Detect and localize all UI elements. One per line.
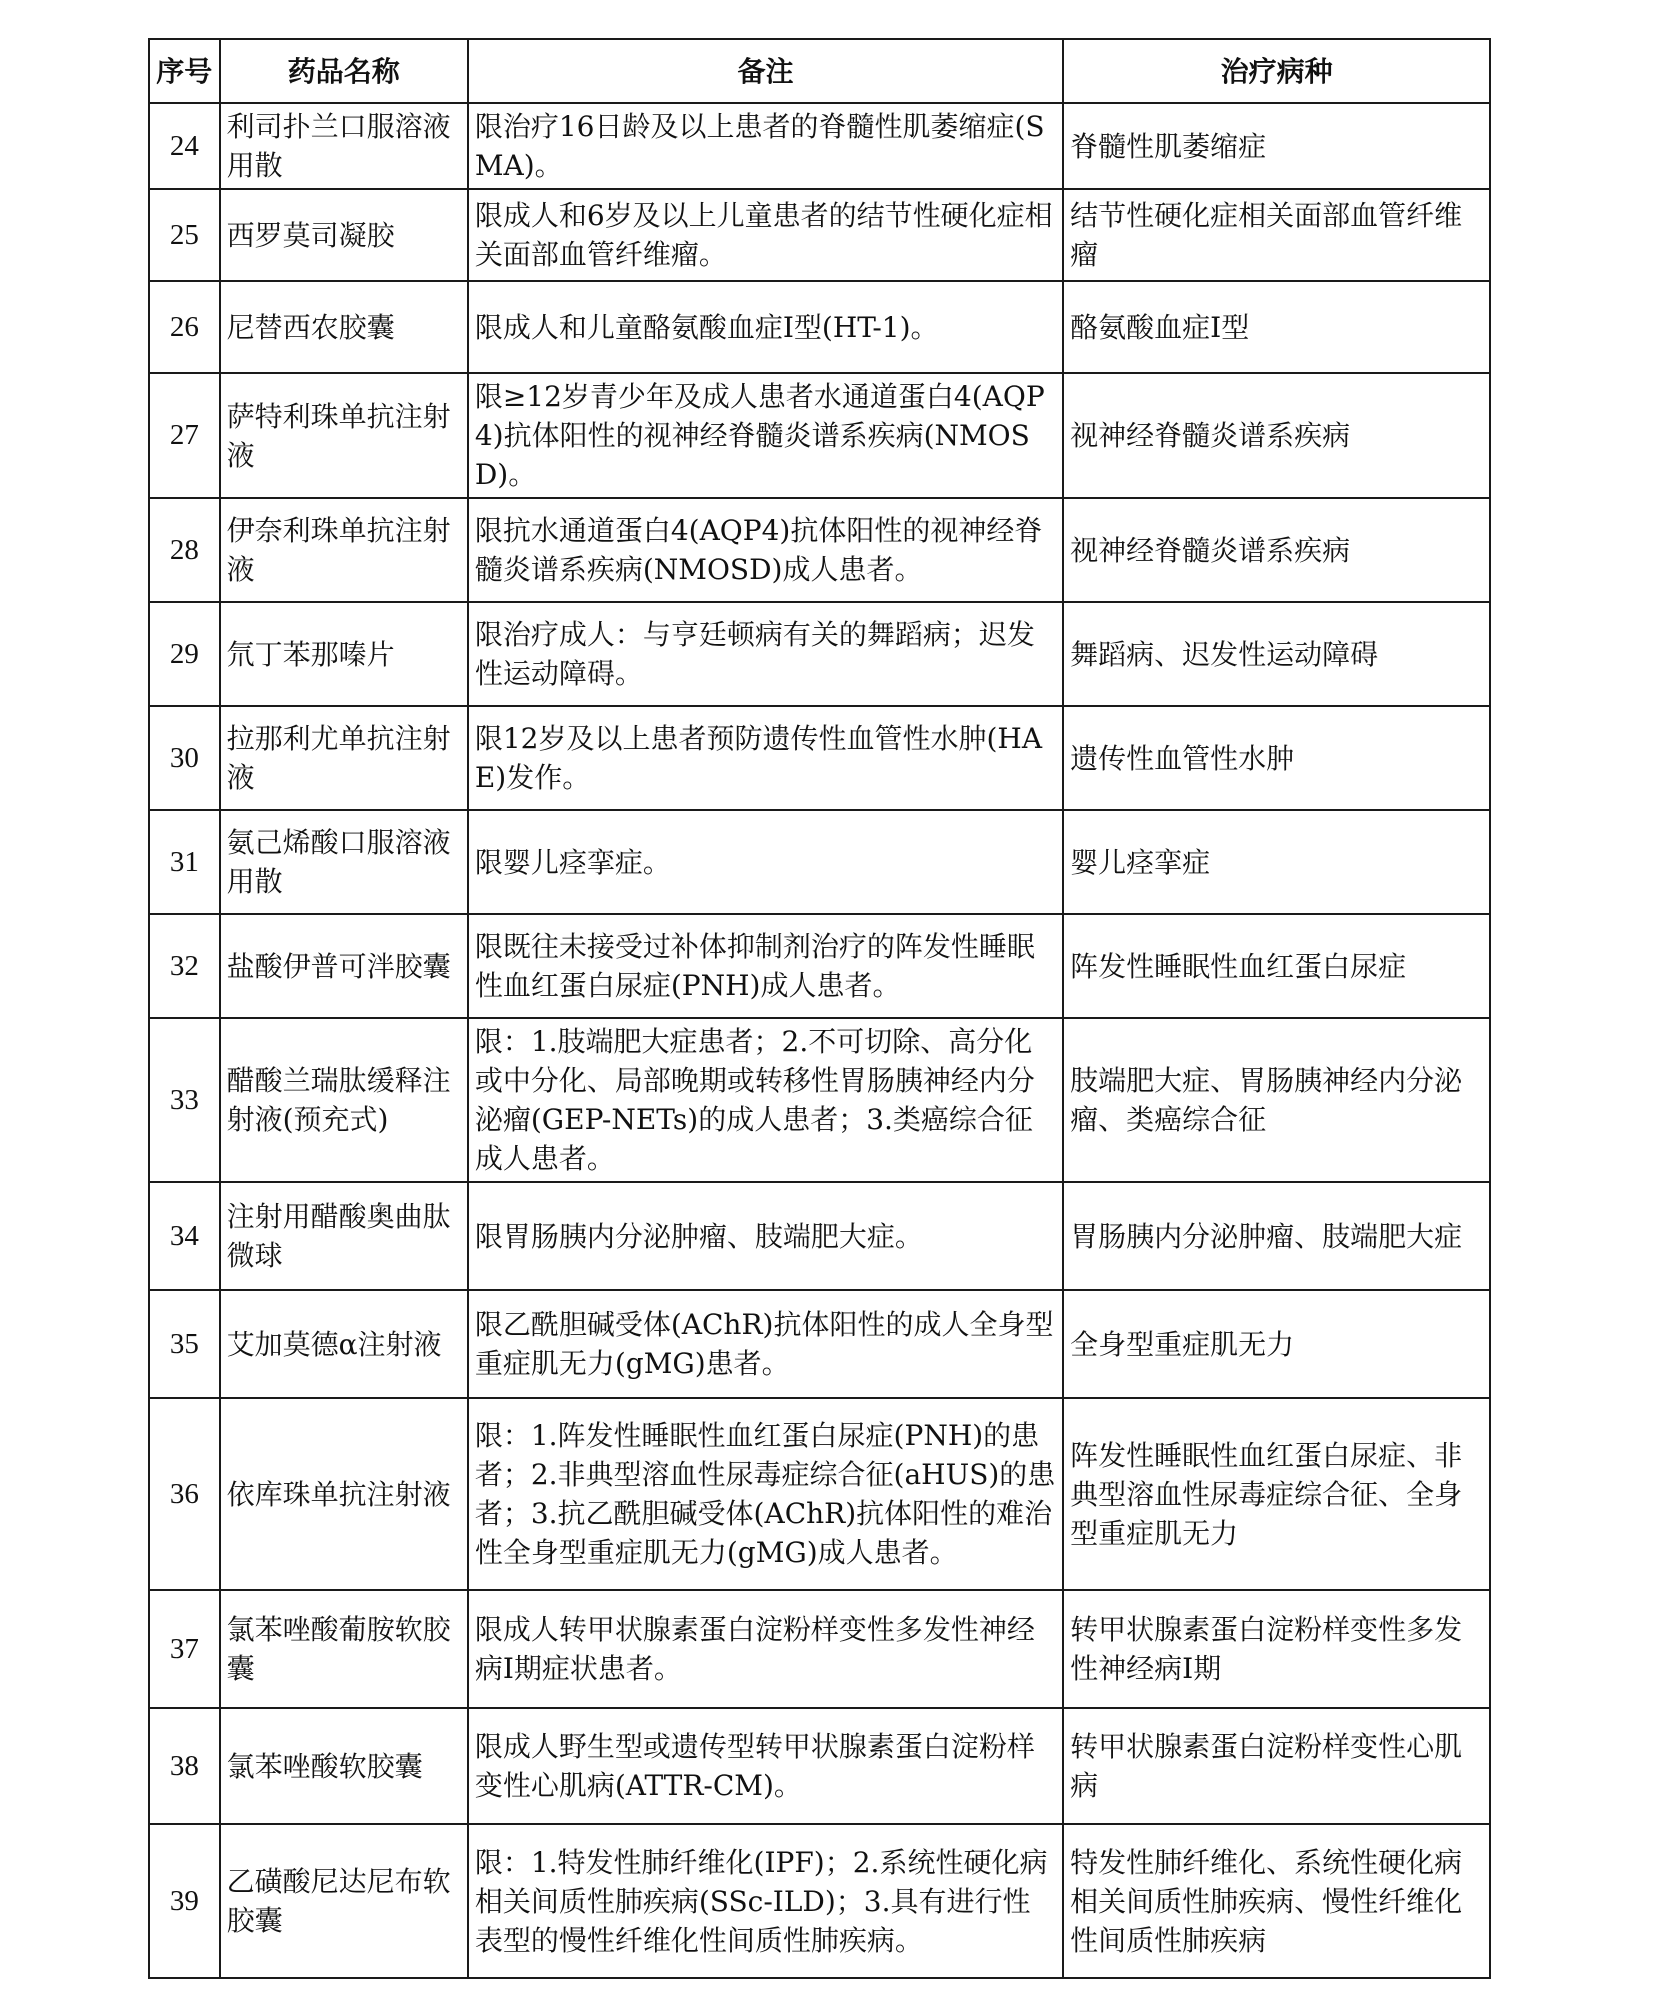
drug-name: 尼替西农胶囊 bbox=[220, 281, 468, 373]
disease-cell: 脊髓性肌萎缩症 bbox=[1063, 103, 1490, 189]
table-row bbox=[149, 1590, 1490, 1708]
table-row bbox=[149, 498, 1490, 602]
drug-name: 利司扑兰口服溶液用散 bbox=[220, 103, 468, 189]
drug-name: 拉那利尤单抗注射液 bbox=[220, 706, 468, 810]
remark-cell: 限抗水通道蛋白4(AQP4)抗体阳性的视神经脊髓炎谱系疾病(NMOSD)成人患者。 bbox=[468, 498, 1063, 602]
disease-cell: 阵发性睡眠性血红蛋白尿症 bbox=[1063, 914, 1490, 1018]
row-number: 29 bbox=[149, 602, 220, 706]
drug-name: 西罗莫司凝胶 bbox=[220, 189, 468, 281]
table-row bbox=[149, 281, 1490, 373]
table-row bbox=[149, 1018, 1490, 1182]
table-row bbox=[149, 1824, 1490, 1978]
row-number: 31 bbox=[149, 810, 220, 914]
remark-cell: 限：1.特发性肺纤维化(IPF)；2.系统性硬化病相关间质性肺疾病(SSc-ILD)；3.具有进行性表型的慢性纤维化性间质性肺疾病。 bbox=[468, 1824, 1063, 1978]
table-header bbox=[149, 39, 1490, 103]
remark-cell: 限既往未接受过补体抑制剂治疗的阵发性睡眠性血红蛋白尿症(PNH)成人患者。 bbox=[468, 914, 1063, 1018]
disease-cell: 遗传性血管性水肿 bbox=[1063, 706, 1490, 810]
row-number: 37 bbox=[149, 1590, 220, 1708]
header-disease: 治疗病种 bbox=[1063, 39, 1490, 103]
row-number: 27 bbox=[149, 373, 220, 498]
drug-name: 艾加莫德α注射液 bbox=[220, 1290, 468, 1398]
table-row bbox=[149, 1398, 1490, 1590]
remark-cell: 限≥12岁青少年及成人患者水通道蛋白4(AQP4)抗体阳性的视神经脊髓炎谱系疾病(NMOSD)。 bbox=[468, 373, 1063, 498]
row-number: 38 bbox=[149, 1708, 220, 1824]
table-row bbox=[149, 103, 1490, 189]
drug-table bbox=[148, 38, 1491, 1979]
remark-cell: 限：1.阵发性睡眠性血红蛋白尿症(PNH)的患者；2.非典型溶血性尿毒症综合征(aHUS)的患者；3.抗乙酰胆碱受体(AChR)抗体阳性的难治性全身型重症肌无力(gMG)成人患者。 bbox=[468, 1398, 1063, 1590]
remark-cell: 限成人和儿童酪氨酸血症Ⅰ型(HT-1)。 bbox=[468, 281, 1063, 373]
remark-cell: 限12岁及以上患者预防遗传性血管性水肿(HAE)发作。 bbox=[468, 706, 1063, 810]
row-number: 39 bbox=[149, 1824, 220, 1978]
remark-cell: 限成人和6岁及以上儿童患者的结节性硬化症相关面部血管纤维瘤。 bbox=[468, 189, 1063, 281]
remark-cell: 限治疗成人：与亨廷顿病有关的舞蹈病；迟发性运动障碍。 bbox=[468, 602, 1063, 706]
header-note: 备注 bbox=[468, 39, 1063, 103]
disease-cell: 视神经脊髓炎谱系疾病 bbox=[1063, 498, 1490, 602]
row-number: 30 bbox=[149, 706, 220, 810]
drug-name: 注射用醋酸奥曲肽微球 bbox=[220, 1182, 468, 1290]
disease-cell: 婴儿痉挛症 bbox=[1063, 810, 1490, 914]
row-number: 36 bbox=[149, 1398, 220, 1590]
disease-cell: 胃肠胰内分泌肿瘤、肢端肥大症 bbox=[1063, 1182, 1490, 1290]
table-row bbox=[149, 1708, 1490, 1824]
table-row bbox=[149, 189, 1490, 281]
drug-name: 盐酸伊普可泮胶囊 bbox=[220, 914, 468, 1018]
header-no: 序号 bbox=[149, 39, 220, 103]
row-number: 33 bbox=[149, 1018, 220, 1182]
disease-cell: 结节性硬化症相关面部血管纤维瘤 bbox=[1063, 189, 1490, 281]
disease-cell: 视神经脊髓炎谱系疾病 bbox=[1063, 373, 1490, 498]
disease-cell: 肢端肥大症、胃肠胰神经内分泌瘤、类癌综合征 bbox=[1063, 1018, 1490, 1182]
table-row bbox=[149, 706, 1490, 810]
header-name: 药品名称 bbox=[220, 39, 468, 103]
disease-cell: 转甲状腺素蛋白淀粉样变性心肌病 bbox=[1063, 1708, 1490, 1824]
remark-cell: 限成人转甲状腺素蛋白淀粉样变性多发性神经病I期症状患者。 bbox=[468, 1590, 1063, 1708]
row-number: 24 bbox=[149, 103, 220, 189]
row-number: 32 bbox=[149, 914, 220, 1018]
drug-name: 乙磺酸尼达尼布软胶囊 bbox=[220, 1824, 468, 1978]
remark-cell: 限胃肠胰内分泌肿瘤、肢端肥大症。 bbox=[468, 1182, 1063, 1290]
table-row bbox=[149, 914, 1490, 1018]
disease-cell: 舞蹈病、迟发性运动障碍 bbox=[1063, 602, 1490, 706]
disease-cell: 全身型重症肌无力 bbox=[1063, 1290, 1490, 1398]
table-row bbox=[149, 373, 1490, 498]
row-number: 34 bbox=[149, 1182, 220, 1290]
table-row bbox=[149, 810, 1490, 914]
disease-cell: 阵发性睡眠性血红蛋白尿症、非典型溶血性尿毒症综合征、全身型重症肌无力 bbox=[1063, 1398, 1490, 1590]
remark-cell: 限婴儿痉挛症。 bbox=[468, 810, 1063, 914]
drug-name: 氯苯唑酸软胶囊 bbox=[220, 1708, 468, 1824]
drug-name: 依库珠单抗注射液 bbox=[220, 1398, 468, 1590]
disease-cell: 转甲状腺素蛋白淀粉样变性多发性神经病I期 bbox=[1063, 1590, 1490, 1708]
table-row bbox=[149, 1182, 1490, 1290]
table-row bbox=[149, 602, 1490, 706]
row-number: 35 bbox=[149, 1290, 220, 1398]
table-row bbox=[149, 1290, 1490, 1398]
disease-cell: 酪氨酸血症Ⅰ型 bbox=[1063, 281, 1490, 373]
row-number: 28 bbox=[149, 498, 220, 602]
drug-name: 氘丁苯那嗪片 bbox=[220, 602, 468, 706]
remark-cell: 限成人野生型或遗传型转甲状腺素蛋白淀粉样变性心肌病(ATTR-CM)。 bbox=[468, 1708, 1063, 1824]
drug-name: 伊奈利珠单抗注射液 bbox=[220, 498, 468, 602]
table-body bbox=[149, 103, 1490, 1978]
drug-name: 萨特利珠单抗注射液 bbox=[220, 373, 468, 498]
header-row bbox=[149, 39, 1490, 103]
remark-cell: 限乙酰胆碱受体(AChR)抗体阳性的成人全身型重症肌无力(gMG)患者。 bbox=[468, 1290, 1063, 1398]
drug-name: 醋酸兰瑞肽缓释注射液(预充式) bbox=[220, 1018, 468, 1182]
remark-cell: 限：1.肢端肥大症患者；2.不可切除、高分化或中分化、局部晚期或转移性胃肠胰神经内分泌瘤(GEP-NETs)的成人患者；3.类癌综合征成人患者。 bbox=[468, 1018, 1063, 1182]
row-number: 25 bbox=[149, 189, 220, 281]
drug-name: 氨己烯酸口服溶液用散 bbox=[220, 810, 468, 914]
disease-cell: 特发性肺纤维化、系统性硬化病相关间质性肺疾病、慢性纤维化性间质性肺疾病 bbox=[1063, 1824, 1490, 1978]
drug-name: 氯苯唑酸葡胺软胶囊 bbox=[220, 1590, 468, 1708]
remark-cell: 限治疗16日龄及以上患者的脊髓性肌萎缩症(SMA)。 bbox=[468, 103, 1063, 189]
row-number: 26 bbox=[149, 281, 220, 373]
